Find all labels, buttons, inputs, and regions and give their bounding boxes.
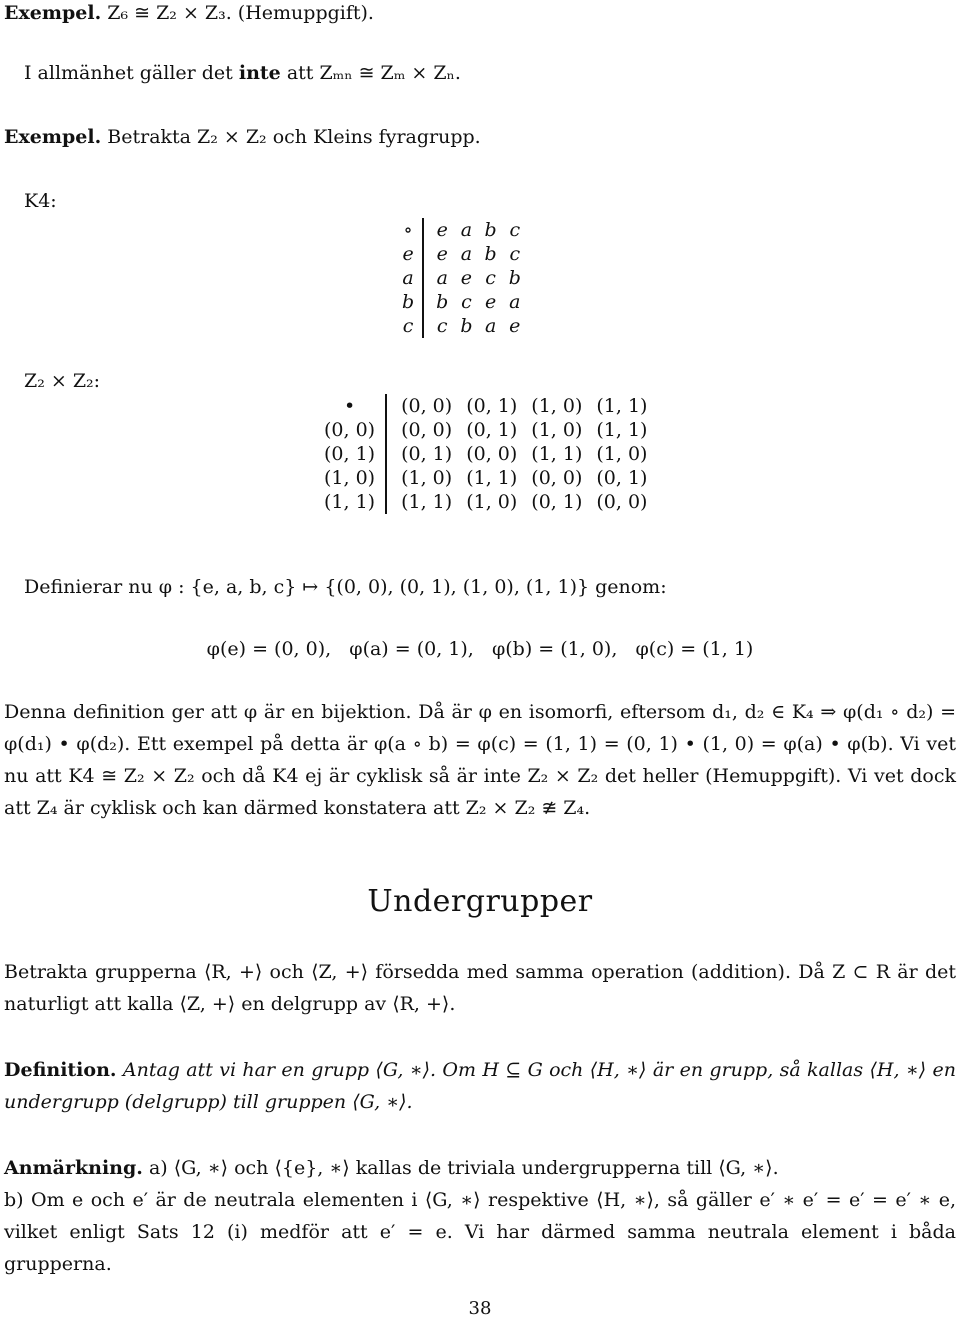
z2z2-cell: (1, 0)	[531, 419, 583, 441]
z2z2-operator: •	[324, 394, 386, 418]
k4-cell: a	[509, 291, 521, 313]
z2z2-row-label: (0, 1)	[324, 442, 386, 466]
k4-row	[402, 242, 521, 266]
definition-block	[4, 1054, 956, 1118]
remark-a	[4, 1152, 956, 1184]
k4-table	[402, 218, 522, 338]
k4-cell: b	[508, 267, 521, 289]
z2z2-cell: (1, 0)	[466, 491, 518, 513]
example2-label: Exempel.	[4, 126, 102, 148]
k4-cell: c	[509, 243, 521, 265]
k4-label: K4:	[24, 190, 57, 212]
k4-header-cell: b	[484, 219, 497, 241]
k4-row	[402, 266, 521, 290]
k4-row	[402, 290, 521, 314]
k4-cell: c	[461, 291, 472, 313]
example1-label: Exempel.	[4, 2, 102, 24]
definition-label: Definition.	[4, 1059, 117, 1081]
phi-definition: Definierar nu φ : {e, a, b, c} ↦ {(0, 0), (0, 1), (1, 0), (1, 1)} genom:	[24, 576, 667, 598]
example1-text: Z₆ ≅ Z₂ × Z₃. (Hemuppgift).	[107, 2, 374, 24]
subgroup-intro-paragraph: Betrakta grupperna ⟨R, +⟩ och ⟨Z, +⟩ försedda med samma operation (addition). Då Z ⊂ R är det naturligt att kalla ⟨Z, +⟩ en delgrupp av ⟨R, +⟩.	[4, 961, 956, 1015]
general-suffix: att Zₘₙ ≅ Zₘ × Zₙ.	[286, 62, 461, 84]
z2z2-row	[324, 442, 647, 466]
general-prefix: I allmänhet gäller det	[24, 62, 233, 84]
remark-b: b) Om e och e′ är de neutrala elementen i ⟨G, ∗⟩ respektive ⟨H, ∗⟩, så gäller e′ ∗ e′ = e′ = e′ ∗ e, vilket enligt Sats 12 (i) medför att e′ = e. Vi har därmed samma neutrala element i båda grupperna.	[4, 1189, 956, 1275]
z2z2-header-cell: (1, 1)	[596, 395, 648, 417]
k4-row-label: e	[402, 242, 423, 266]
k4-cell: e	[436, 243, 448, 265]
z2z2-cell: (0, 0)	[401, 419, 453, 441]
z2z2-row-label: (1, 0)	[324, 466, 386, 490]
z2z2-row	[324, 418, 647, 442]
z2z2-table	[324, 394, 648, 514]
remark-label: Anmärkning.	[4, 1157, 143, 1179]
z2z2-cell: (0, 0)	[596, 491, 648, 513]
k4-header-cell: a	[460, 219, 473, 241]
z2z2-header-row	[324, 394, 647, 418]
k4-header-cell: e	[436, 219, 448, 241]
definition-text: Antag att vi har en grupp ⟨G, ∗⟩. Om H ⊆ G och ⟨H, ∗⟩ är en grupp, så kallas ⟨H, ∗⟩ en undergrupp (delgrupp) till gruppen ⟨G, ∗⟩.	[4, 1059, 956, 1113]
general-statement	[24, 62, 461, 84]
z2z2-cell: (0, 0)	[531, 467, 583, 489]
z2z2-cell: (1, 1)	[401, 491, 453, 513]
z2z2-row-label: (1, 1)	[324, 490, 386, 514]
section-title: Undergrupper	[367, 884, 593, 919]
z2z2-cell: (1, 0)	[401, 467, 453, 489]
example1-line	[4, 2, 374, 24]
k4-cell: e	[484, 291, 497, 313]
k4-row-label: a	[402, 266, 423, 290]
isomorphism-paragraph: Denna definition ger att φ är en bijektion. Då är φ en isomorfi, eftersom d₁, d₂ ∈ K₄ ⇒ φ(d₁ ∘ d₂) = φ(d₁) • φ(d₂). Ett exempel på detta är φ(a ∘ b) = φ(c) = (1, 1) = (0, 1) • (1, 0) = φ(a) • φ(b). Vi vet nu att K4 ≅ Z₂ × Z₂ och då K4 ej är cyklisk så är inte Z₂ × Z₂ det heller (Hemuppgift). Vi vet dock att Z₄ är cyklisk och kan därmed konstatera att Z₂ × Z₂ ≇ Z₄.	[4, 701, 956, 819]
z2z2-cell: (0, 1)	[596, 467, 648, 489]
example2-line	[4, 126, 481, 148]
k4-cell: a	[436, 267, 448, 289]
z2z2-header-cell: (0, 1)	[466, 395, 518, 417]
z2z2-row	[324, 466, 647, 490]
z2z2-cell: (0, 1)	[531, 491, 583, 513]
z2z2-cell: (0, 0)	[466, 443, 518, 465]
remark-a-text: a) ⟨G, ∗⟩ och ⟨{e}, ∗⟩ kallas de triviala undergrupperna till ⟨G, ∗⟩.	[148, 1157, 779, 1179]
z2z2-header-cell: (1, 0)	[531, 395, 583, 417]
z2z2-cell: (1, 1)	[466, 467, 518, 489]
k4-cell: c	[485, 267, 496, 289]
z2z2-cell: (1, 0)	[596, 443, 648, 465]
example2-text: Betrakta Z₂ × Z₂ och Kleins fyragrupp.	[107, 126, 481, 148]
z2z2-cell: (1, 1)	[531, 443, 583, 465]
page-number: 38	[468, 1298, 492, 1319]
k4-cell: c	[436, 315, 448, 337]
z2z2-cell: (0, 1)	[466, 419, 518, 441]
k4-row	[402, 314, 521, 338]
z2z2-label: Z₂ × Z₂:	[24, 370, 101, 392]
z2z2-cell: (1, 1)	[596, 419, 648, 441]
k4-cell: b	[484, 243, 497, 265]
k4-cell: a	[484, 315, 497, 337]
phi-mapping-text: φ(e) = (0, 0), φ(a) = (0, 1), φ(b) = (1, 0), φ(c) = (1, 1)	[206, 638, 754, 660]
k4-cell: e	[509, 315, 521, 337]
k4-cell: b	[460, 315, 473, 337]
k4-header-row	[402, 218, 521, 242]
k4-header-cell: c	[509, 219, 521, 241]
k4-operator: ∘	[402, 218, 423, 242]
phi-mapping	[0, 638, 960, 660]
k4-cell: a	[460, 243, 473, 265]
z2z2-cell: (0, 1)	[401, 443, 453, 465]
z2z2-row	[324, 490, 647, 514]
k4-row-label: b	[402, 290, 423, 314]
k4-row-label: c	[402, 314, 423, 338]
z2z2-row-label: (0, 0)	[324, 418, 386, 442]
z2z2-header-cell: (0, 0)	[401, 395, 453, 417]
k4-cell: b	[436, 291, 449, 313]
k4-cell: e	[460, 267, 473, 289]
general-emph: inte	[238, 62, 281, 84]
